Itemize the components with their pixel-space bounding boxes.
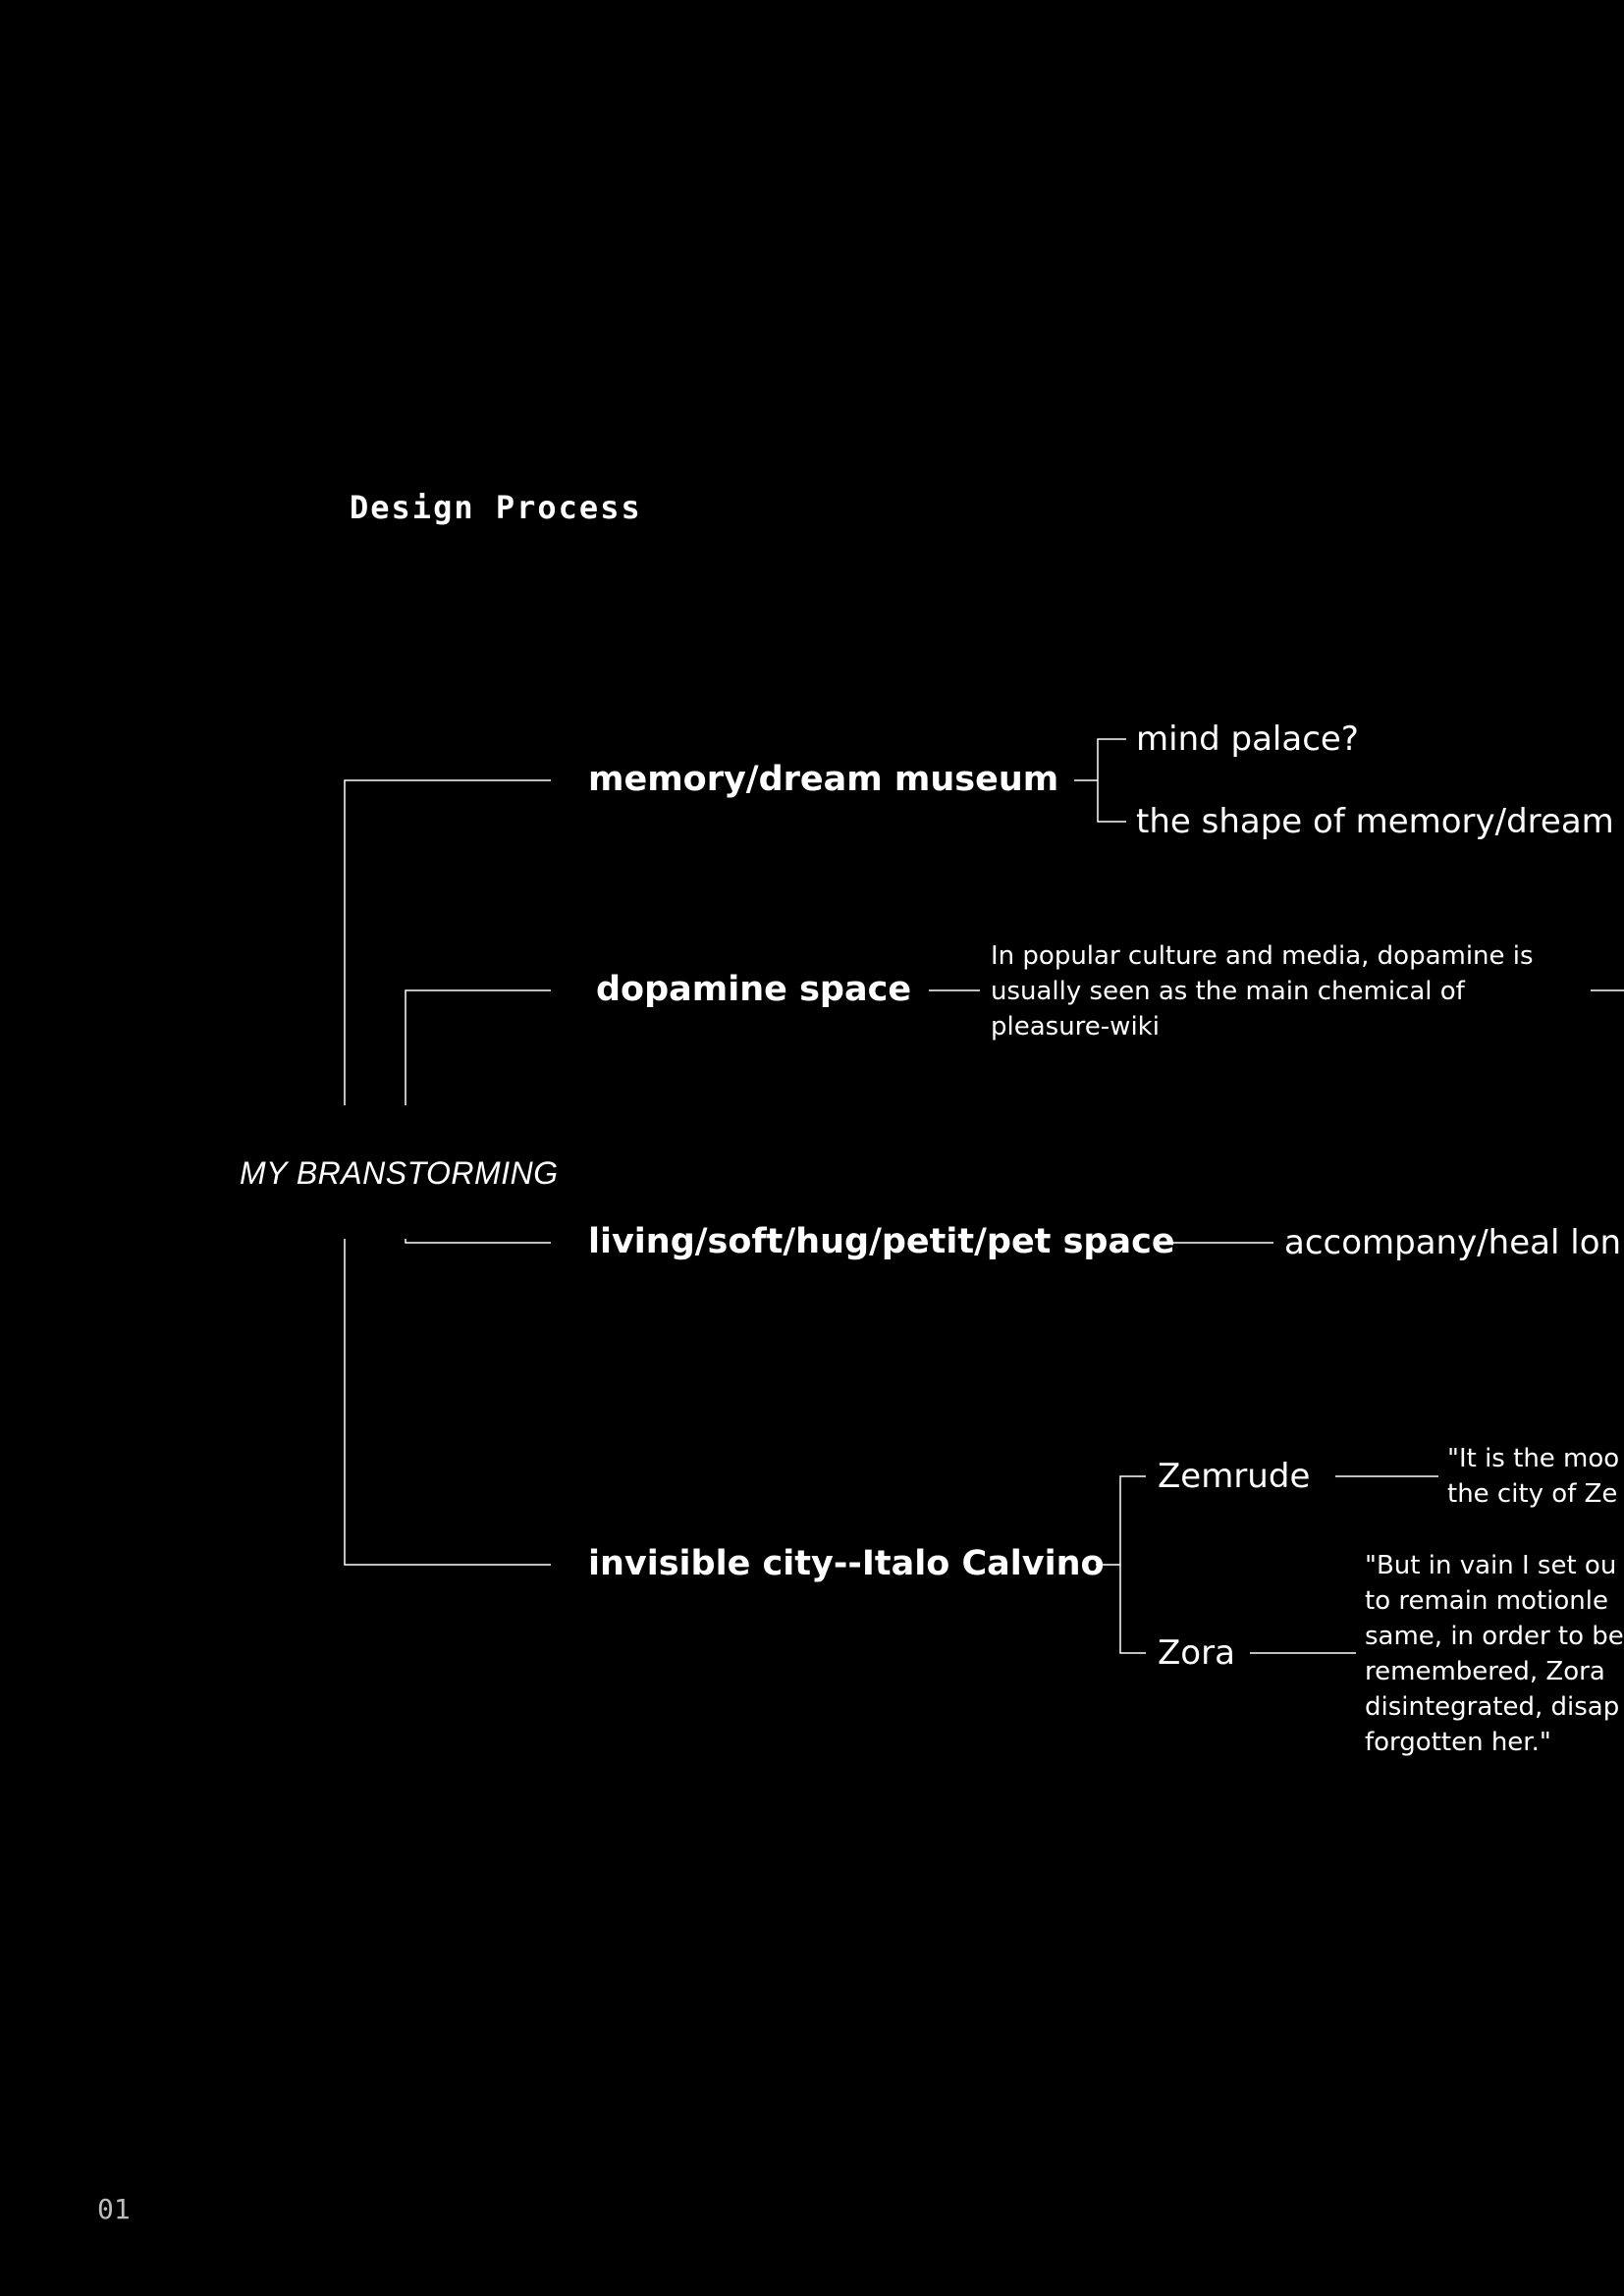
- zora-quote: [1365, 1548, 1624, 1760]
- dopamine-note-line: usually seen as the main chemical of: [991, 977, 1465, 1006]
- zora-quote-line: same, in order to be: [1365, 1622, 1624, 1651]
- zora-quote-line: "But in vain I set ou: [1365, 1551, 1617, 1580]
- leaf-shape-of-memory: the shape of memory/dream: [1136, 802, 1614, 841]
- zora-quote-line: to remain motionle: [1365, 1586, 1608, 1616]
- zemrude-quote-line: the city of Ze: [1447, 1479, 1618, 1509]
- branch-living-space: living/soft/hug/petit/pet space: [588, 1222, 1175, 1261]
- branch-dopamine-space: dopamine space: [596, 970, 912, 1009]
- dopamine-note-line: In popular culture and media, dopamine is: [991, 941, 1534, 971]
- connector-root-living: [406, 1239, 551, 1243]
- dopamine-note: [991, 938, 1534, 1044]
- leaf-zemrude: Zemrude: [1158, 1457, 1311, 1496]
- leaf-zora: Zora: [1158, 1633, 1235, 1673]
- connector-root-memory: [345, 780, 551, 1105]
- connector-invisible-children: [1120, 1476, 1146, 1653]
- branch-memory-dream-museum: memory/dream museum: [588, 760, 1059, 799]
- root-node-label: MY BRANSTORMING: [240, 1155, 559, 1191]
- zora-quote-line: forgotten her.": [1365, 1728, 1551, 1757]
- connector-root-dopamine: [406, 990, 551, 1105]
- branch-invisible-city: invisible city--Italo Calvino: [588, 1544, 1105, 1583]
- connector-memory-children: [1098, 739, 1126, 822]
- page-title: Design Process: [350, 489, 642, 526]
- page-number: 01: [97, 2193, 131, 2225]
- connector-root-invisible: [345, 1239, 551, 1565]
- zora-quote-line: disintegrated, disap: [1365, 1692, 1620, 1722]
- leaf-mind-palace: mind palace?: [1136, 720, 1359, 759]
- leaf-accompany-heal: accompany/heal lon: [1284, 1223, 1622, 1262]
- dopamine-note-line: pleasure-wiki: [991, 1012, 1160, 1041]
- zemrude-quote-line: "It is the moo: [1447, 1444, 1620, 1473]
- zora-quote-line: remembered, Zora: [1365, 1657, 1605, 1686]
- zemrude-quote: [1447, 1441, 1619, 1512]
